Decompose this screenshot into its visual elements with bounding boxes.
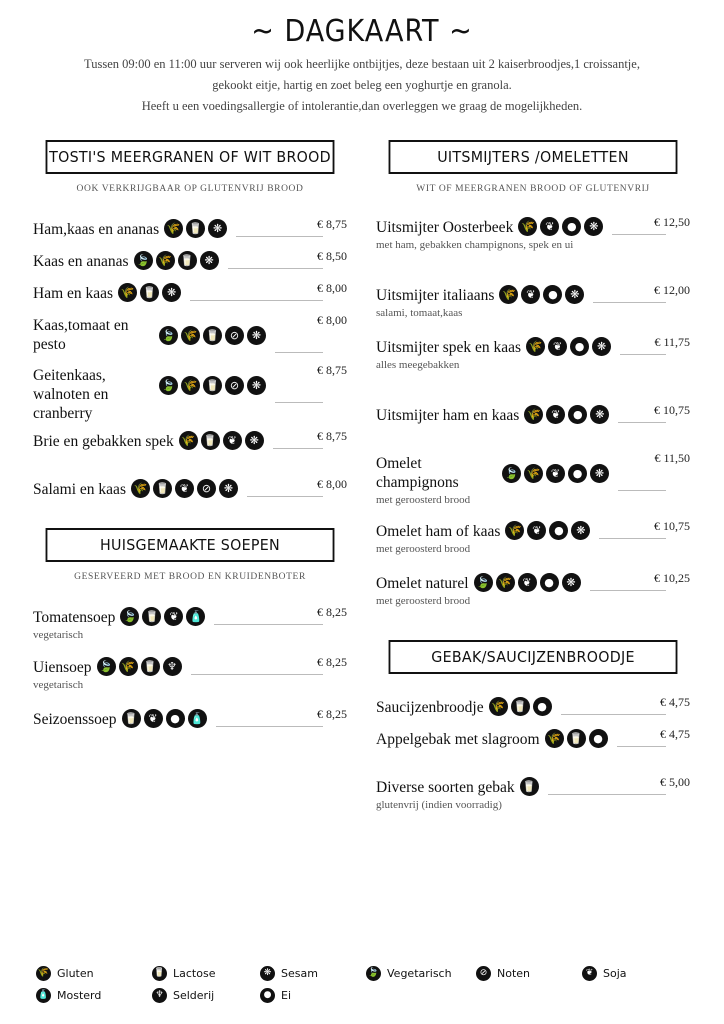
soja-icon: ❦ [540,217,559,236]
item-description: alles meegebakken [376,359,460,371]
lactose-icon: 🥛 [567,729,586,748]
item-price: € 10,75 [654,519,690,533]
vegetarisch-icon: 🍃 [474,573,493,592]
item-name: Uitsmijter spek en kaas [376,339,522,356]
noten-icon: ⊘ [197,479,216,498]
vegetarisch-icon: 🍃 [159,326,178,345]
leader-line [617,746,666,747]
mosterd-icon: 🧴 [36,988,51,1003]
ei-icon: ● [260,988,275,1003]
lactose-icon: 🥛 [122,709,141,728]
lactose-icon: 🥛 [520,777,539,796]
item-price: € 12,50 [654,215,690,229]
vegetarisch-icon: 🍃 [134,251,153,270]
section-uitsmijters [376,140,690,607]
legend-item-lactose [152,966,215,981]
ei-icon: ● [562,217,581,236]
sesam-icon: ❋ [590,464,609,483]
item-description: met geroosterd brood [376,543,471,555]
item-price: € 8,00 [317,313,347,327]
legend-item-selderij [152,988,214,1003]
menu-item [376,215,690,251]
item-name: Uitsmijter italiaans [376,287,495,304]
item-name: Diverse soorten gebak [376,779,515,796]
lactose-icon: 🥛 [152,966,167,981]
leader-line [618,490,666,491]
allergen-icons [179,431,264,450]
item-price: € 8,00 [317,281,347,295]
sesam-icon: ❋ [592,337,611,356]
item-price: € 8,75 [317,363,347,377]
menu-item [376,695,690,717]
soja-icon: ❦ [527,521,546,540]
item-price: € 8,75 [317,217,347,231]
soja-icon: ❦ [546,464,565,483]
noten-icon: ⊘ [225,326,244,345]
menu-item [33,281,347,303]
item-name: Kaas en ananas [33,253,129,270]
item-name: Uitsmijter ham en kaas [376,407,520,424]
sesam-icon: ❋ [208,219,227,238]
allergen-icons [159,326,266,345]
ei-icon: ● [570,337,589,356]
item-description: vegetarisch [33,629,84,641]
sesam-icon: ❋ [245,431,264,450]
gluten-icon: 🌾 [131,479,150,498]
item-price: € 12,00 [654,283,690,297]
sesam-icon: ❋ [571,521,590,540]
ei-icon: ● [568,405,587,424]
lactose-icon: 🥛 [203,376,222,395]
allergen-icons [120,607,205,626]
allergen-icons [122,709,207,728]
legend-label: Selderij [173,989,215,1002]
allergen-icons [118,283,181,302]
item-price: € 8,25 [317,655,347,669]
noten-icon: ⊘ [225,376,244,395]
menu-item [376,283,690,319]
leader-line [618,422,666,423]
allergen-icons [524,405,609,424]
menu-item [376,775,690,811]
item-description: salami, tomaat,kaas [376,307,463,319]
leader-line [228,268,323,269]
intro-text [20,54,704,117]
item-price: € 11,75 [654,335,690,349]
sesam-icon: ❋ [590,405,609,424]
ei-icon: ● [166,709,185,728]
legend-label: Gluten [57,967,94,980]
item-price: € 10,25 [654,571,690,585]
item-price: € 10,75 [654,403,690,417]
item-description: glutenvrij (indien voorradig) [376,799,502,811]
sesam-icon: ❋ [219,479,238,498]
selderij-icon: ♆ [163,657,182,676]
selderij-icon: ♆ [152,988,167,1003]
item-name: Omelet ham of kaas [376,523,501,540]
section-title: GEBAK/SAUCIJZENBROODJE [389,640,678,674]
legend-label: Mosterd [57,989,102,1002]
mosterd-icon: 🧴 [188,709,207,728]
menu-item [376,335,690,371]
gluten-icon: 🌾 [545,729,564,748]
leader-line [561,714,666,715]
mosterd-icon: 🧴 [186,607,205,626]
leader-line [236,236,323,237]
leader-line [216,726,323,727]
leader-line [612,234,666,235]
allergen-icons [520,777,539,796]
section-title: HUISGEMAAKTE SOEPEN [46,528,335,562]
lactose-icon: 🥛 [142,607,161,626]
item-price: € 4,75 [660,727,690,741]
item-price: € 11,50 [654,451,690,465]
item-price: € 5,00 [660,775,690,789]
ei-icon: ● [589,729,608,748]
soja-icon: ❦ [582,966,597,981]
legend-label: Ei [281,989,292,1002]
allergen-icons [489,697,552,716]
item-price: € 8,25 [317,605,347,619]
soja-icon: ❦ [548,337,567,356]
item-description: vegetarisch [33,679,84,691]
menu-item [33,707,347,729]
menu-item [33,249,347,271]
allergen-icons [502,464,609,483]
gluten-icon: 🌾 [518,217,537,236]
allergen-icons [159,376,266,395]
item-name: Brie en gebakken spek [33,433,174,450]
soja-icon: ❦ [518,573,537,592]
menu-item [33,429,347,451]
item-name: Kaas,tomaat en pesto [33,317,129,353]
legend-item-gluten [36,966,94,981]
lactose-icon: 🥛 [140,283,159,302]
sesam-icon: ❋ [260,966,275,981]
vegetarisch-icon: 🍃 [97,657,116,676]
leader-line [214,624,323,625]
section-tosti [33,140,347,498]
section-title: UITSMIJTERS /OMELETTEN [389,140,678,174]
leader-line [548,794,666,795]
item-price: € 8,75 [317,429,347,443]
section-subtitle: WIT OF MEERGRANEN BROOD OF GLUTENVRIJ [416,184,650,194]
gluten-icon: 🌾 [496,573,515,592]
item-name: Salami en kaas [33,481,126,498]
ei-icon: ● [549,521,568,540]
vegetarisch-icon: 🍃 [502,464,521,483]
item-price: € 8,00 [317,477,347,491]
menu-item [33,313,347,354]
item-description: met ham, gebakken champignons, spek en ui [376,239,574,251]
gluten-icon: 🌾 [164,219,183,238]
allergen-icons [505,521,590,540]
gluten-icon: 🌾 [181,376,200,395]
legend-label: Vegetarisch [387,967,452,980]
gluten-icon: 🌾 [524,405,543,424]
lactose-icon: 🥛 [141,657,160,676]
item-price: € 8,50 [317,249,347,263]
lactose-icon: 🥛 [201,431,220,450]
section-title: TOSTI'S MEERGRANEN OF WIT BROOD [46,140,335,174]
soja-icon: ❦ [164,607,183,626]
item-name: Ham en kaas [33,285,114,302]
menu-item [33,655,347,691]
item-name: Saucijzenbroodje [376,699,484,716]
lactose-icon: 🥛 [186,219,205,238]
leader-line [599,538,666,539]
gluten-icon: 🌾 [499,285,518,304]
allergen-icons [131,479,238,498]
gluten-icon: 🌾 [118,283,137,302]
legend-item-soja [582,966,627,981]
vegetarisch-icon: 🍃 [120,607,139,626]
legend-label: Noten [497,967,531,980]
item-name: Omelet naturel [376,575,469,592]
gluten-icon: 🌾 [36,966,51,981]
gluten-icon: 🌾 [156,251,175,270]
noten-icon: ⊘ [476,966,491,981]
sesam-icon: ❋ [162,283,181,302]
section-subtitle: OOK VERKRIJGBAAR OP GLUTENVRIJ BROOD [76,184,304,194]
item-name: Appelgebak met slagroom [376,731,540,748]
leader-line [191,674,323,675]
lactose-icon: 🥛 [153,479,172,498]
sesam-icon: ❋ [565,285,584,304]
intro-line: gekookt eitje, hartig en zoet beleg een yoghurtje en granola. [212,78,512,92]
ei-icon: ● [540,573,559,592]
item-name: Omelet champignons [376,455,459,491]
allergen-icons [97,657,182,676]
leader-line [190,300,323,301]
leader-line [590,590,666,591]
menu-item [376,451,690,506]
item-name: Ham,kaas en ananas [33,221,160,238]
gluten-icon: 🌾 [119,657,138,676]
gluten-icon: 🌾 [524,464,543,483]
section-gebak [376,640,690,811]
sesam-icon: ❋ [247,376,266,395]
leader-line [620,354,666,355]
item-name: Tomatensoep [33,609,116,626]
legend-item-vegetarisch [366,966,452,981]
leader-line [275,402,323,403]
menu-item [376,727,690,749]
legend-item-ei [260,988,291,1003]
allergen-icons [526,337,611,356]
soja-icon: ❦ [521,285,540,304]
sesam-icon: ❋ [200,251,219,270]
gluten-icon: 🌾 [179,431,198,450]
sesam-icon: ❋ [247,326,266,345]
item-name: Seizoenssoep [33,711,117,728]
legend-label: Sesam [281,967,318,980]
legend-label: Lactose [173,967,216,980]
menu-item [33,605,347,641]
ei-icon: ● [543,285,562,304]
lactose-icon: 🥛 [511,697,530,716]
soja-icon: ❦ [175,479,194,498]
soja-icon: ❦ [144,709,163,728]
item-name: Geitenkaas, walnoten en cranberry [33,367,109,422]
item-name: Uitsmijter Oosterbeek [376,219,514,236]
section-soepen [33,528,347,728]
leader-line [275,352,323,353]
allergen-icons [164,219,227,238]
legend-item-sesam [260,966,318,981]
gluten-icon: 🌾 [505,521,524,540]
leader-line [247,496,323,497]
vegetarisch-icon: 🍃 [159,376,178,395]
allergen-icons [499,285,584,304]
item-description: met geroosterd brood [376,595,471,607]
item-price: € 8,25 [317,707,347,721]
gluten-icon: 🌾 [489,697,508,716]
legend-item-noten [476,966,530,981]
item-price: € 4,75 [660,695,690,709]
gluten-icon: 🌾 [181,326,200,345]
item-name: Uiensoep [33,659,92,676]
soja-icon: ❦ [223,431,242,450]
lactose-icon: 🥛 [203,326,222,345]
page-title: ~ DAGKAART ~ [251,14,473,49]
menu-item [376,519,690,555]
sesam-icon: ❋ [562,573,581,592]
allergen-icons [545,729,608,748]
menu-item [33,363,347,423]
intro-line: Heeft u een voedingsallergie of intolerantie,dan overleggen we graag de mogelijkheden. [141,99,583,113]
intro-line: Tussen 09:00 en 11:00 uur serveren wij ook heerlijke ontbijtjes, deze bestaan uit 2 kaiserbroodjes,1 croissantje, [84,57,640,71]
section-subtitle: GESERVEERD MET BROOD EN KRUIDENBOTER [74,572,306,582]
leader-line [593,302,666,303]
allergen-icons [474,573,581,592]
menu-item [33,217,347,239]
leader-line [273,448,323,449]
allergen-icons [518,217,603,236]
allergen-icons [134,251,219,270]
menu-item [376,403,690,425]
menu-item [376,571,690,607]
menu-item [33,477,347,499]
legend-item-mosterd [36,988,101,1003]
item-description: met geroosterd brood [376,494,471,506]
ei-icon: ● [568,464,587,483]
vegetarisch-icon: 🍃 [366,966,381,981]
legend-label: Soja [603,967,627,980]
gluten-icon: 🌾 [526,337,545,356]
soja-icon: ❦ [546,405,565,424]
lactose-icon: 🥛 [178,251,197,270]
sesam-icon: ❋ [584,217,603,236]
ei-icon: ● [533,697,552,716]
